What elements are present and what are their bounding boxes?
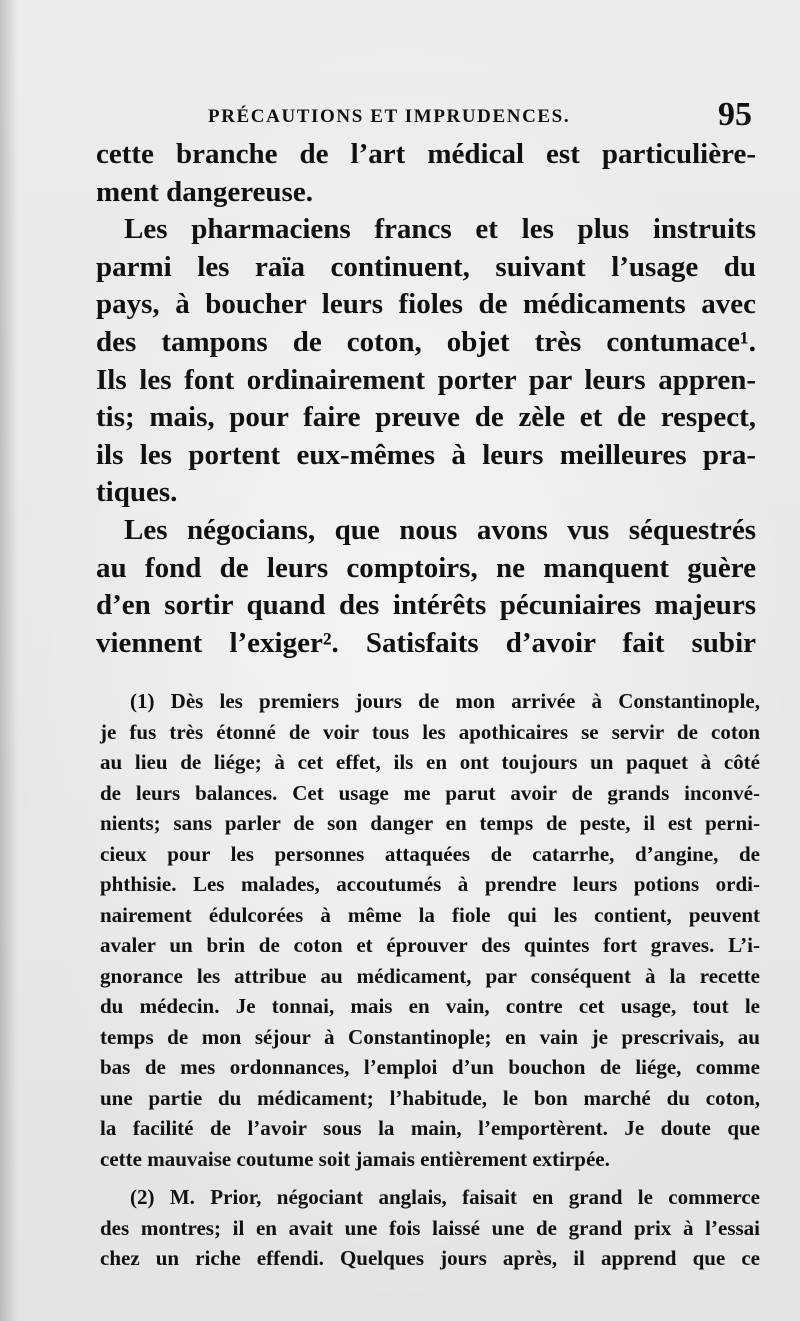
main-body-text [96,136,756,662]
running-title: PRÉCAUTIONS ET IMPRUDENCES. [208,106,571,127]
page-header [100,96,760,136]
footnote-line: avaler un brin de coton et éprouver des quintes fort graves. L’i- [100,933,760,957]
footnote-line: de leurs balances. Cet usage me parut avoir de grands inconvé- [100,780,760,805]
body-line: Ils les font ordinairement porter par leurs appren- [96,363,756,396]
body-line: ils les portent eux-mêmes à leurs meilleures pra- [96,438,756,471]
footnote-line: du médecin. Je tonnai, mais en vain, contre cet usage, tout le [100,994,760,1018]
body-line: cette branche de l’art médical est particulière- [96,138,756,170]
footnote-line: bas de mes ordonnances, l’emploi d’un bouchon de liége, comme [100,1055,760,1079]
body-line: Les pharmaciens francs et les plus instruits [124,213,756,246]
page-gutter-shadow [0,0,18,1321]
body-line: viennent l’exiger². Satisfaits d’avoir fait subir [96,626,756,659]
footnote-line: (1) Dès les premiers jours de mon arrivée à Constantinople, [130,689,760,713]
footnote-line: au lieu de liége; à cet effet, ils en ont toujours un paquet à côté [100,750,760,774]
footnote-line: phthisie. Les malades, accoutumés à prendre leurs potions ordi- [100,872,760,896]
footnote-line: cette mauvaise coutume soit jamais entièrement extirpée. [100,1146,610,1171]
body-line: tis; mais, pour faire preuve de zèle et de respect, [96,401,756,434]
body-line: Les négocians, que nous avons vus séquestrés [124,513,756,546]
footnote-line: une partie du médicament; l’habitude, le bon marché du coton, [100,1085,760,1110]
footnote-line: nairement édulcorées à même la fiole qui les contient, peuvent [100,902,760,927]
footnote-line: des montres; il en avait une fois laissé une de grand prix à l’essai [100,1215,760,1240]
body-line: d’en sortir quand des intérêts pécuniaires majeurs [96,589,756,622]
page-number: 95 [718,96,752,133]
body-line: tiques. [96,476,178,509]
footnote-line: chez un riche effendi. Quelques jours après, il apprend que ce [100,1246,760,1270]
footnote-line: la facilité de l’avoir sous la main, l’emportèrent. Je doute que [100,1116,760,1140]
footnote-line: (2) M. Prior, négociant anglais, faisait en grand le commerce [130,1185,760,1209]
footnote-line: gnorance les attribue au médicament, par conséquent à la recette [100,963,760,988]
body-line: pays, à boucher leurs fioles de médicaments avec [96,288,756,321]
body-line: des tampons de coton, objet très contumace¹. [96,325,756,358]
footnote-line: temps de mon séjour à Constantinople; en vain je prescrivais, au [100,1024,760,1049]
footnote-line: nients; sans parler de son danger en temps de peste, il est perni- [100,811,760,835]
body-line: ment dangereuse. [96,175,313,208]
footnote-line: je fus très étonné de voir tous les apothicaires se servir de coton [100,719,760,744]
body-line: au fond de leurs comptoirs, ne manquent guère [96,551,756,584]
footnotes [100,686,760,1274]
body-line: parmi les raïa continuent, suivant l’usage du [96,250,756,283]
footnote-line: cieux pour les personnes attaquées de catarrhe, d’angine, de [100,841,760,866]
footnote-spacer [100,1174,760,1182]
